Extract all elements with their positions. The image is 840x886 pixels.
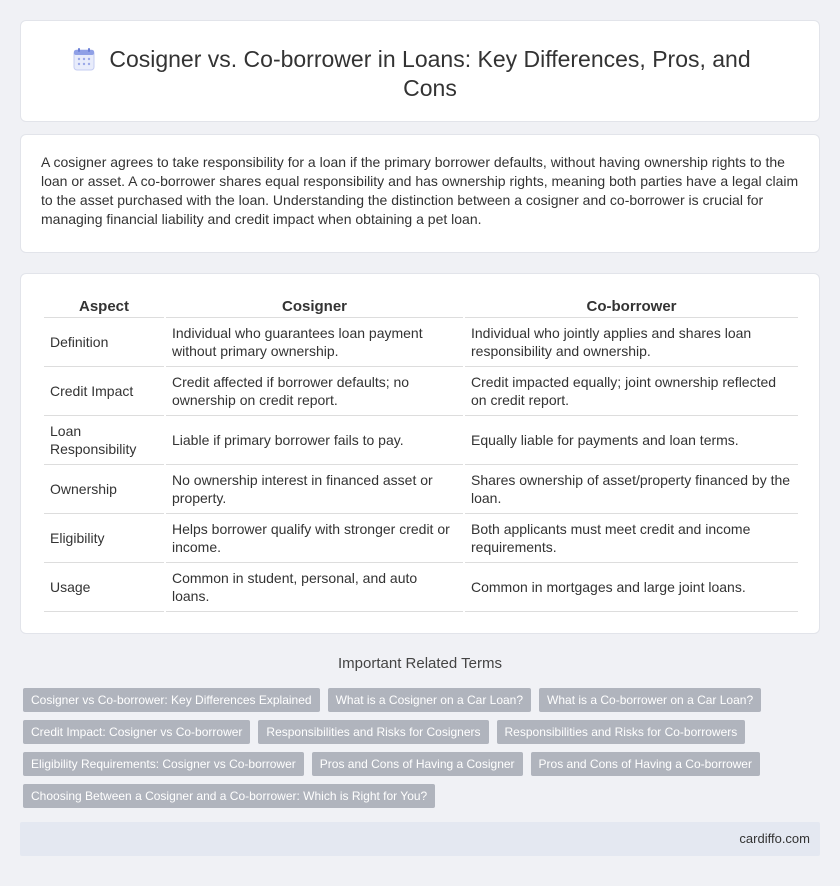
aspect-cell: Definition <box>44 318 164 367</box>
related-term-tag[interactable]: Pros and Cons of Having a Co-borrower <box>531 752 760 776</box>
cosigner-cell: No ownership interest in financed asset or property. <box>166 465 463 514</box>
related-term-tag[interactable]: Responsibilities and Risks for Co-borrowers <box>497 720 746 744</box>
page-title: Cosigner vs. Co-borrower in Loans: Key Differences, Pros, and Cons <box>109 46 751 101</box>
co-borrower-cell: Credit impacted equally; joint ownership reflected on credit report. <box>465 367 798 416</box>
related-term-tag[interactable]: What is a Co-borrower on a Car Loan? <box>539 688 761 712</box>
related-terms-tags <box>23 688 803 816</box>
related-term-tag[interactable]: Credit Impact: Cosigner vs Co-borrower <box>23 720 250 744</box>
intro-paragraph: A cosigner agrees to take responsibility for a loan if the primary borrower defaults, without having ownership rights to the loan or asset. A co-borrower shares equal responsibility and has ownership rights, meaning both parties have a legal claim to the asset purchased with the loan. Understanding the distinction between a cosigner and co-borrower is crucial for managing financial liability and credit impact when obtaining a pet loan. <box>41 154 799 227</box>
tag-row <box>23 752 803 776</box>
header-aspect: Aspect <box>44 296 164 318</box>
aspect-cell: Eligibility <box>44 514 164 563</box>
footer <box>20 822 820 856</box>
table-row <box>44 563 798 612</box>
comparison-table-card <box>20 273 820 634</box>
cosigner-cell: Liable if primary borrower fails to pay. <box>166 416 463 465</box>
related-terms-heading: Important Related Terms <box>338 655 502 672</box>
cosigner-cell: Credit affected if borrower defaults; no ownership on credit report. <box>166 367 463 416</box>
tag-row <box>23 784 803 808</box>
related-term-tag[interactable]: Pros and Cons of Having a Cosigner <box>312 752 523 776</box>
aspect-cell: Ownership <box>44 465 164 514</box>
co-borrower-cell: Both applicants must meet credit and income requirements. <box>465 514 798 563</box>
aspect-cell: Loan Responsibility <box>44 416 164 465</box>
related-term-tag[interactable]: Choosing Between a Cosigner and a Co-borrower: Which is Right for You? <box>23 784 435 808</box>
table-row <box>44 465 798 514</box>
related-term-tag[interactable]: Responsibilities and Risks for Cosigners <box>258 720 488 744</box>
related-term-tag[interactable]: What is a Cosigner on a Car Loan? <box>328 688 531 712</box>
aspect-cell: Usage <box>44 563 164 612</box>
co-borrower-cell: Common in mortgages and large joint loans. <box>465 563 798 612</box>
cosigner-cell: Common in student, personal, and auto loans. <box>166 563 463 612</box>
co-borrower-cell: Individual who jointly applies and shares loan responsibility and ownership. <box>465 318 798 367</box>
table-row <box>44 318 798 367</box>
header-co-borrower: Co-borrower <box>465 296 798 318</box>
table-row <box>44 514 798 563</box>
cosigner-cell: Individual who guarantees loan payment without primary ownership. <box>166 318 463 367</box>
header-card <box>20 20 820 122</box>
co-borrower-cell: Shares ownership of asset/property financed by the loan. <box>465 465 798 514</box>
table-row <box>44 416 798 465</box>
aspect-cell: Credit Impact <box>44 367 164 416</box>
tag-row <box>23 720 803 744</box>
comparison-table <box>42 296 800 612</box>
co-borrower-cell: Equally liable for payments and loan terms. <box>465 416 798 465</box>
related-term-tag[interactable]: Cosigner vs Co-borrower: Key Differences Explained <box>23 688 320 712</box>
related-term-tag[interactable]: Eligibility Requirements: Cosigner vs Co-borrower <box>23 752 304 776</box>
table-row <box>44 367 798 416</box>
cosigner-cell: Helps borrower qualify with stronger credit or income. <box>166 514 463 563</box>
table-header-row <box>44 296 798 318</box>
header-cosigner: Cosigner <box>166 296 463 318</box>
intro-card <box>20 134 820 253</box>
tag-row <box>23 688 803 712</box>
footer-site-name[interactable]: cardiffo.com <box>739 831 810 846</box>
